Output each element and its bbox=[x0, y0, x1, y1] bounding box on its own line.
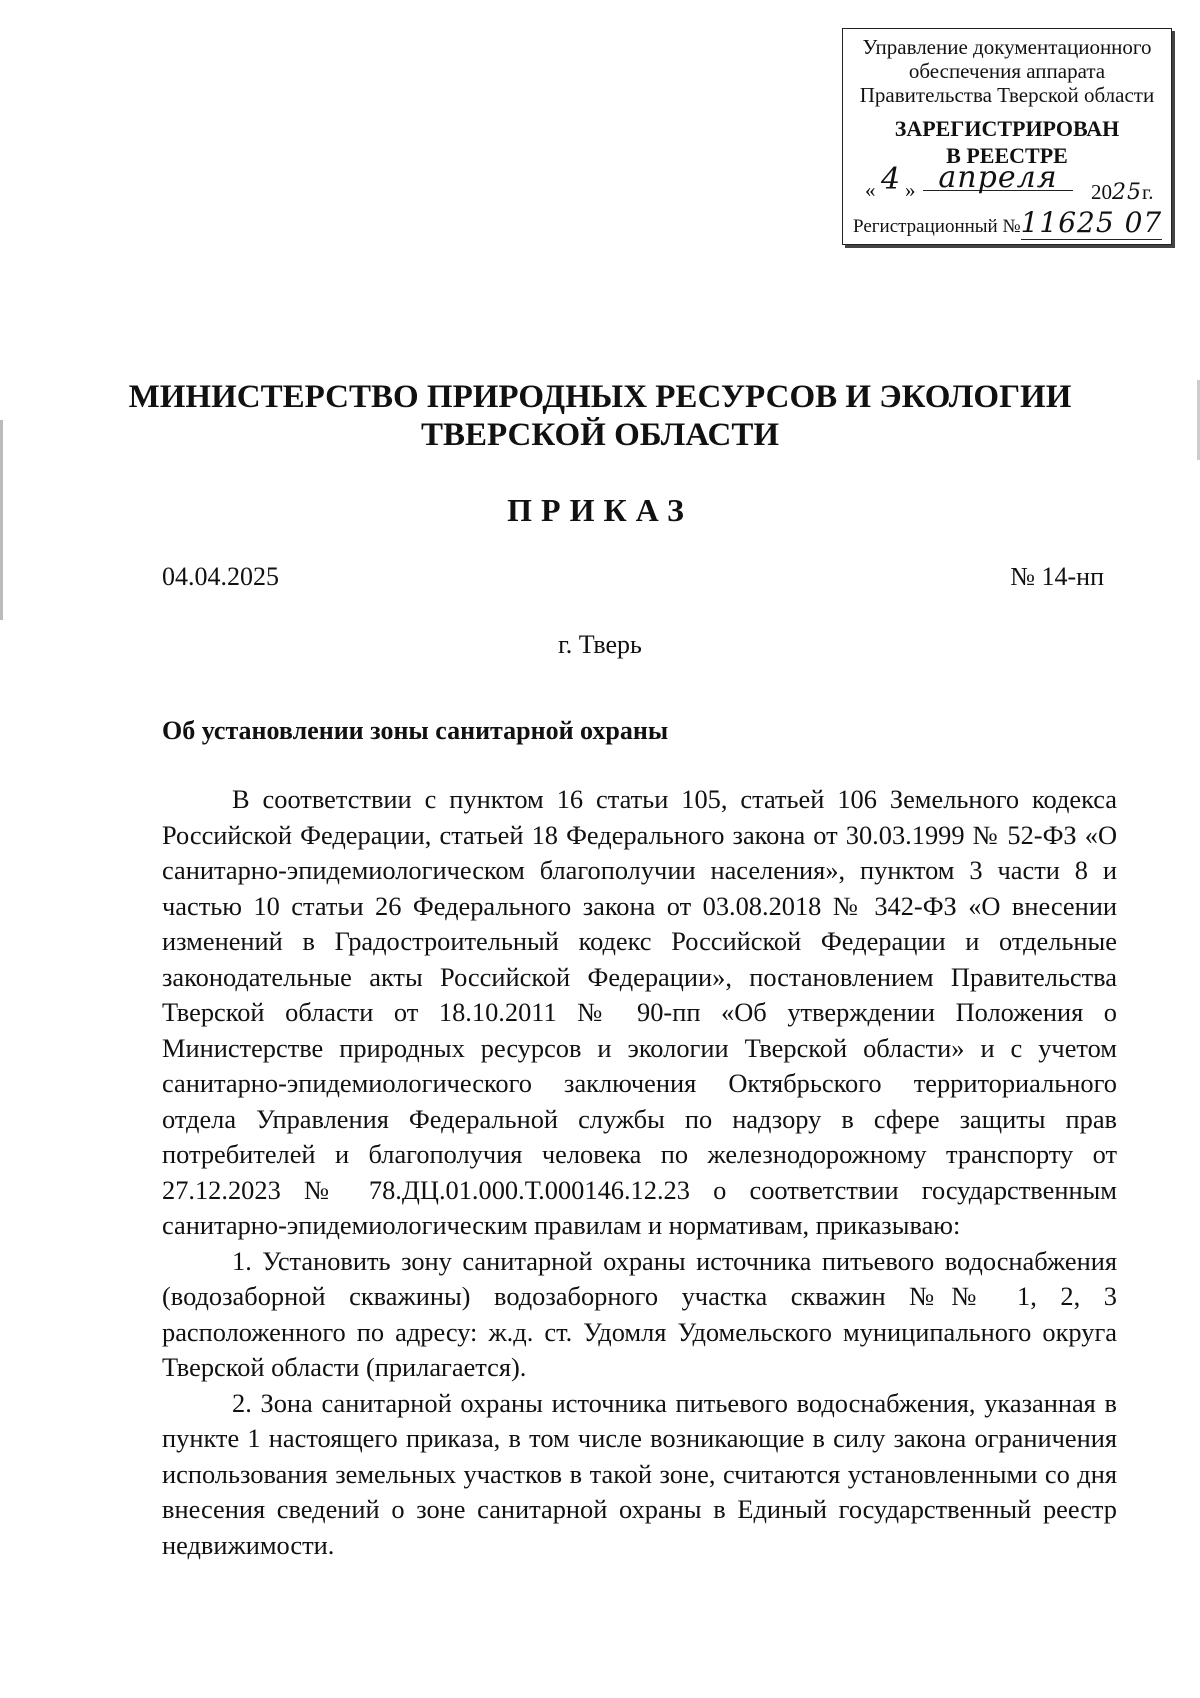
ministry-title-line1: МИНИСТЕРСТВО ПРИРОДНЫХ РЕСУРСОВ И ЭКОЛОГИИ bbox=[128, 379, 1072, 415]
stamp-year-prefix: 20 bbox=[1091, 180, 1112, 204]
stamp-year-hand: 25 bbox=[1112, 180, 1142, 205]
preamble-paragraph: В соответствии с пунктом 16 статьи 105, статьей 106 Земельного кодекса Российской Федерации, статьей 18 Федерального закона от 30.03.1999 № 52-ФЗ «О санитарно-эпидемиологическом благополучии населения», пунктом 3 части 8 и частью 10 статьи 26 Федерального закона от 03.08.2018 № 342-ФЗ «О внесении изменений в Градостроительный кодекс Российской Федерации и отдельные законодательные акты Российской Федерации», постановлением Правительства Тверской области от 18.10.2011 № 90-пп «Об утверждении Положения о Министерстве природных ресурсов и экологии Тверской области» и с учетом санитарно-эпидемиологического заключения Октябрьского территориального отдела Управления Федеральной службы по надзору в сфере защиты прав потребителей и благополучия человека по железнодорожному транспорту от 27.12.2023 № 78.ДЦ.01.000.Т.000146.12.23 о соответствии государственным санитарно-эпидемиологическим правилам и нормативам, приказываю: bbox=[162, 784, 1117, 1240]
stamp-registered-line2: В РЕЕСТРЕ bbox=[946, 143, 1068, 168]
document-city: г. Тверь bbox=[558, 630, 642, 659]
stamp-year-suffix: г. bbox=[1142, 180, 1154, 204]
stamp-reg-number: 11625 07 bbox=[1020, 206, 1163, 239]
stamp-org-line3: Правительства Тверской области bbox=[859, 83, 1155, 107]
stamp-date bbox=[853, 160, 1163, 205]
stamp-quote-close: » bbox=[905, 178, 916, 202]
stamp-registration-number bbox=[853, 206, 1163, 239]
stamp-month: апреля bbox=[923, 166, 1073, 191]
stamp-registered-line1: ЗАРЕГИСТРИРОВАН bbox=[894, 116, 1120, 141]
stamp-year bbox=[1091, 180, 1154, 205]
order-item-2: 2. Зона санитарной охраны источника питьевого водоснабжения, указанная в пункте 1 настоящего приказа, в том числе возникающие в силу закона ограничения использования земельных участков в такой зоне, считаются установленными со дня внесения сведений о зоне санитарной охраны в Единый государственный реестр недвижимости. bbox=[162, 1387, 1117, 1560]
document-subject: Об установлении зоны санитарной охраны bbox=[162, 716, 669, 745]
ministry-title bbox=[100, 378, 1100, 454]
stamp-org-line1: Управление документационного bbox=[862, 35, 1152, 59]
scan-left-edge bbox=[0, 420, 3, 620]
stamp-day: 4 bbox=[881, 162, 902, 197]
order-item-1: 1. Установить зону санитарной охраны источника питьевого водоснабжения (водозаборной скважины) водозаборного участка скважин №№ 1, 2, 3 расположенного по адресу: ж.д. ст. Удомля Удомельского муниципального округа Тверской области (прилагается). bbox=[162, 1245, 1117, 1382]
stamp-quote-open: « bbox=[865, 178, 876, 202]
document-body bbox=[162, 782, 1117, 1563]
stamp-org-line2: обеспечения аппарата bbox=[908, 59, 1106, 83]
stamp-reg-label: Регистрационный № bbox=[853, 216, 1021, 237]
document-kind: ПРИКАЗ bbox=[507, 492, 693, 528]
ministry-title-line2: ТВЕРСКОЙ ОБЛАСТИ bbox=[420, 417, 780, 453]
document-date: 04.04.2025 bbox=[162, 562, 279, 591]
document-number: № 14-нп bbox=[1010, 562, 1104, 591]
registration-stamp bbox=[842, 28, 1172, 245]
